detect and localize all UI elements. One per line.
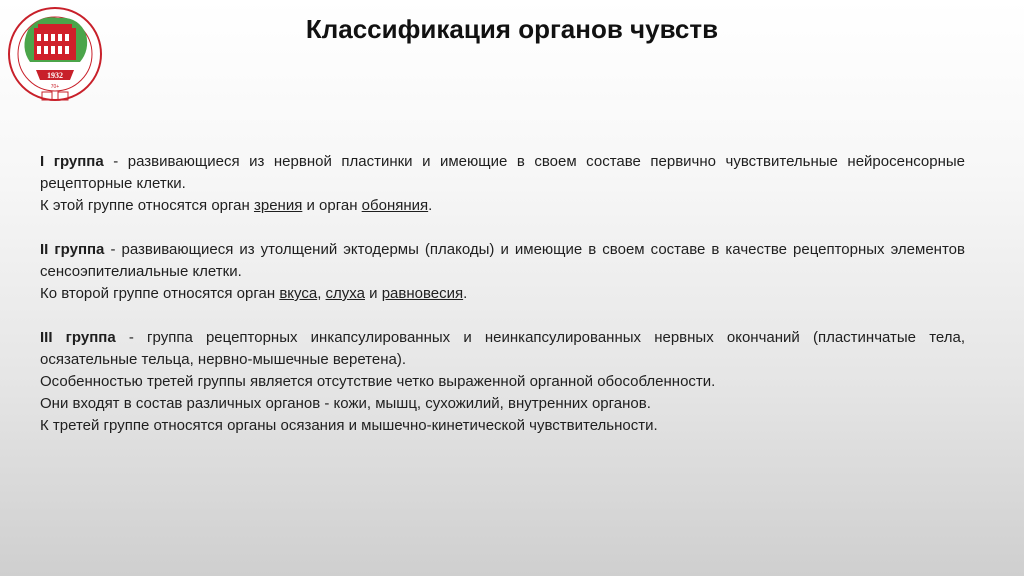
group3-label: III группа — [40, 329, 116, 346]
organ-smell: обоняния — [361, 197, 429, 214]
group3-line3: Они входят в состав различных органов - кожи, мышц, сухожилий, внутренних органов. — [40, 395, 651, 412]
group2-organs-line — [40, 283, 965, 305]
group2-sep: , — [317, 285, 326, 302]
group1-joiner: и орган — [302, 197, 362, 214]
group3-paragraph — [40, 327, 965, 371]
group1-label: I группа — [40, 153, 104, 170]
organ-balance: равновесия — [381, 285, 464, 302]
organ-hearing: слуха — [325, 285, 365, 302]
group2-end: . — [463, 285, 468, 302]
slide-content — [40, 151, 965, 437]
page-title: Классификация органов чувств — [305, 14, 719, 44]
group1-text: - развивающиеся из нервной пластинки и имеющие в своем составе первично чувствительные нейросенсорные рецепторные клетки. — [40, 153, 965, 192]
logo-subtext: 70+ — [50, 84, 60, 90]
group2-paragraph — [40, 239, 965, 283]
group2-joiner: и — [364, 285, 382, 302]
group2-label: II группа — [40, 241, 105, 258]
group1-organs-line — [40, 195, 965, 217]
group1-end: . — [428, 197, 433, 214]
logo-year: 1932 — [47, 71, 63, 80]
group1-organs-prefix: К этой группе относятся орган — [40, 197, 254, 214]
group3-line2: Особенностью третей группы является отсутствие четко выраженной органной обособленности. — [40, 373, 716, 390]
group2-organs-prefix: Ко второй группе относятся орган — [40, 285, 280, 302]
organ-taste: вкуса — [279, 285, 318, 302]
organ-vision: зрения — [253, 197, 303, 214]
group3-line4: К третей группе относятся органы осязания и мышечно-кинетической чувствительности. — [40, 417, 658, 434]
group1-paragraph — [40, 151, 965, 195]
group2-text: - развивающиеся из утолщений эктодермы (плакоды) и имеющие в своем составе в качестве рецепторных элементов сенсоэпителиальные клетки. — [40, 241, 965, 280]
group3-text: - группа рецепторных инкапсулированных и неинкапсулированных нервных окончаний (пластинчатые тела, осязательные тельца, нервно-мышечные веретена). — [40, 329, 966, 368]
